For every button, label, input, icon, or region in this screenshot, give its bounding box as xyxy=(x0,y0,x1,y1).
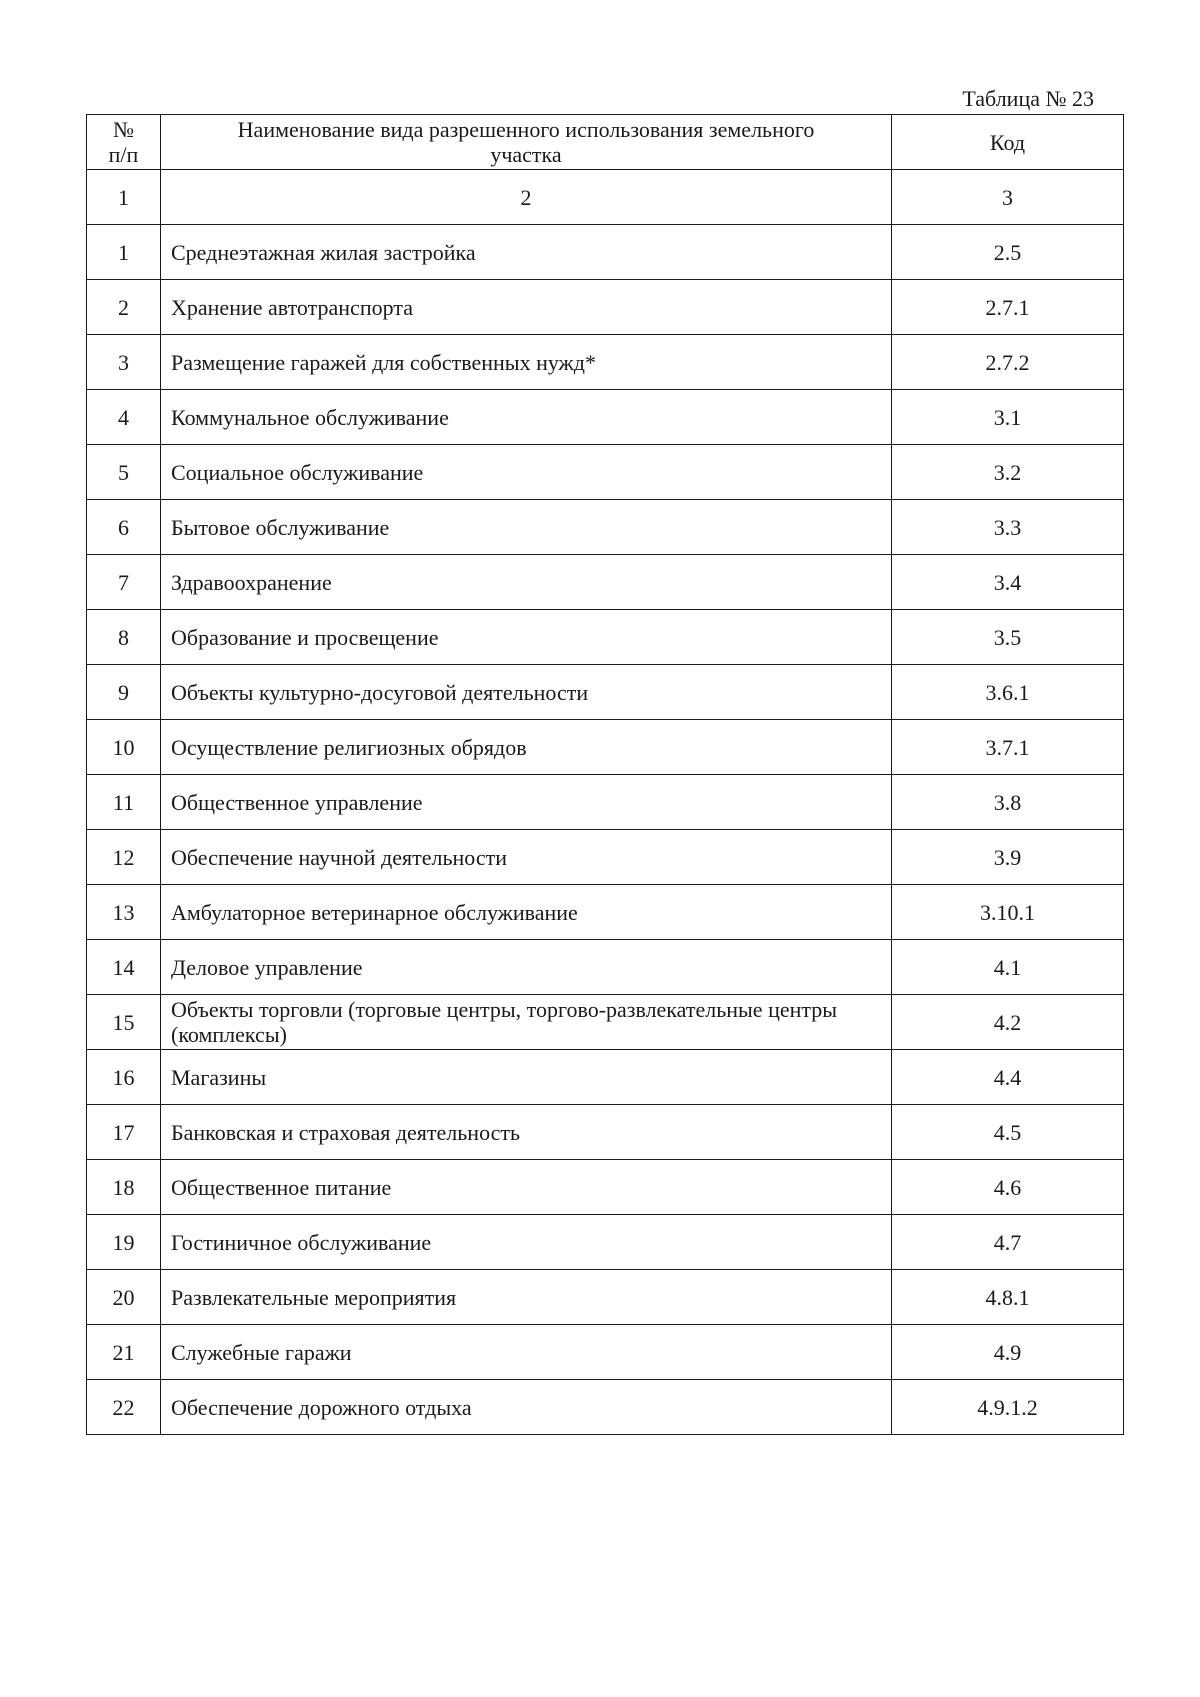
row-code-cell: 4.9 xyxy=(892,1325,1124,1380)
row-name-cell: Банковская и страховая деятельность xyxy=(161,1105,892,1160)
row-code-cell: 4.2 xyxy=(892,995,1124,1050)
row-code-cell: 4.5 xyxy=(892,1105,1124,1160)
row-name-cell: Бытовое обслуживание xyxy=(161,500,892,555)
table-row xyxy=(87,225,1124,280)
table-row xyxy=(87,665,1124,720)
row-name-cell: Обеспечение научной деятельности xyxy=(161,830,892,885)
row-code-cell: 3.10.1 xyxy=(892,885,1124,940)
table-row xyxy=(87,1325,1124,1380)
row-num-cell: 18 xyxy=(87,1160,161,1215)
row-name-cell: Деловое управление xyxy=(161,940,892,995)
row-num-cell: 20 xyxy=(87,1270,161,1325)
row-num-cell: 14 xyxy=(87,940,161,995)
header-num-cell xyxy=(87,115,161,170)
row-name-cell: Общественное питание xyxy=(161,1160,892,1215)
row-num-cell: 7 xyxy=(87,555,161,610)
row-name-cell: Обеспечение дорожного отдыха xyxy=(161,1380,892,1435)
header-num-line2: п/п xyxy=(108,142,139,167)
row-name-cell: Объекты торговли (торговые центры, торгово-развлекательные центры (комплексы) xyxy=(161,995,892,1050)
table-row xyxy=(87,940,1124,995)
row-name-cell: Среднеэтажная жилая застройка xyxy=(161,225,892,280)
row-num-cell: 21 xyxy=(87,1325,161,1380)
row-name-cell: Хранение автотранспорта xyxy=(161,280,892,335)
table-row xyxy=(87,1380,1124,1435)
row-code-cell: 3.1 xyxy=(892,390,1124,445)
table-row xyxy=(87,1270,1124,1325)
row-num-cell: 2 xyxy=(87,280,161,335)
row-name-cell: Здравоохранение xyxy=(161,555,892,610)
index-cell-3: 3 xyxy=(892,170,1124,225)
row-code-cell: 4.7 xyxy=(892,1215,1124,1270)
row-code-cell: 2.7.2 xyxy=(892,335,1124,390)
table-row xyxy=(87,1215,1124,1270)
row-code-cell: 4.6 xyxy=(892,1160,1124,1215)
row-name-cell: Общественное управление xyxy=(161,775,892,830)
land-use-table xyxy=(86,114,1124,1435)
row-num-cell: 4 xyxy=(87,390,161,445)
row-num-cell: 8 xyxy=(87,610,161,665)
table-header-row xyxy=(87,115,1124,170)
table-row xyxy=(87,555,1124,610)
row-code-cell: 3.2 xyxy=(892,445,1124,500)
row-code-cell: 4.4 xyxy=(892,1050,1124,1105)
row-code-cell: 4.1 xyxy=(892,940,1124,995)
row-name-cell: Развлекательные мероприятия xyxy=(161,1270,892,1325)
index-cell-2: 2 xyxy=(161,170,892,225)
header-num-line1: № xyxy=(113,117,134,142)
table-row xyxy=(87,390,1124,445)
table-row xyxy=(87,610,1124,665)
row-code-cell: 3.7.1 xyxy=(892,720,1124,775)
table-row xyxy=(87,885,1124,940)
table-row xyxy=(87,775,1124,830)
table-row xyxy=(87,500,1124,555)
row-num-cell: 6 xyxy=(87,500,161,555)
row-code-cell: 3.9 xyxy=(892,830,1124,885)
row-num-cell: 12 xyxy=(87,830,161,885)
row-name-cell: Социальное обслуживание xyxy=(161,445,892,500)
table-row xyxy=(87,1160,1124,1215)
row-num-cell: 5 xyxy=(87,445,161,500)
row-name-cell: Размещение гаражей для собственных нужд* xyxy=(161,335,892,390)
header-code-cell: Код xyxy=(892,115,1124,170)
row-name-cell: Объекты культурно-досуговой деятельности xyxy=(161,665,892,720)
row-num-cell: 11 xyxy=(87,775,161,830)
table-row xyxy=(87,1050,1124,1105)
table-row xyxy=(87,445,1124,500)
row-code-cell: 2.7.1 xyxy=(892,280,1124,335)
table-row xyxy=(87,995,1124,1050)
row-num-cell: 22 xyxy=(87,1380,161,1435)
table-row xyxy=(87,720,1124,775)
row-num-cell: 1 xyxy=(87,225,161,280)
table-row xyxy=(87,1105,1124,1160)
table-caption: Таблица № 23 xyxy=(962,86,1094,111)
row-code-cell: 4.8.1 xyxy=(892,1270,1124,1325)
row-name-cell: Магазины xyxy=(161,1050,892,1105)
row-code-cell: 3.6.1 xyxy=(892,665,1124,720)
row-code-cell: 3.5 xyxy=(892,610,1124,665)
index-cell-1: 1 xyxy=(87,170,161,225)
row-code-cell: 3.4 xyxy=(892,555,1124,610)
row-name-cell: Гостиничное обслуживание xyxy=(161,1215,892,1270)
row-num-cell: 19 xyxy=(87,1215,161,1270)
row-num-cell: 15 xyxy=(87,995,161,1050)
table-row xyxy=(87,280,1124,335)
table-row xyxy=(87,335,1124,390)
row-num-cell: 13 xyxy=(87,885,161,940)
row-num-cell: 16 xyxy=(87,1050,161,1105)
row-num-cell: 9 xyxy=(87,665,161,720)
row-name-cell: Служебные гаражи xyxy=(161,1325,892,1380)
column-index-row xyxy=(87,170,1124,225)
header-name-cell: Наименование вида разрешенного использования земельного участка xyxy=(161,115,892,170)
row-num-cell: 17 xyxy=(87,1105,161,1160)
row-num-cell: 3 xyxy=(87,335,161,390)
row-name-cell: Коммунальное обслуживание xyxy=(161,390,892,445)
row-name-cell: Осуществление религиозных обрядов xyxy=(161,720,892,775)
row-code-cell: 3.8 xyxy=(892,775,1124,830)
row-code-cell: 4.9.1.2 xyxy=(892,1380,1124,1435)
row-name-cell: Амбулаторное ветеринарное обслуживание xyxy=(161,885,892,940)
table-row xyxy=(87,830,1124,885)
row-code-cell: 2.5 xyxy=(892,225,1124,280)
row-num-cell: 10 xyxy=(87,720,161,775)
row-name-cell: Образование и просвещение xyxy=(161,610,892,665)
row-code-cell: 3.3 xyxy=(892,500,1124,555)
